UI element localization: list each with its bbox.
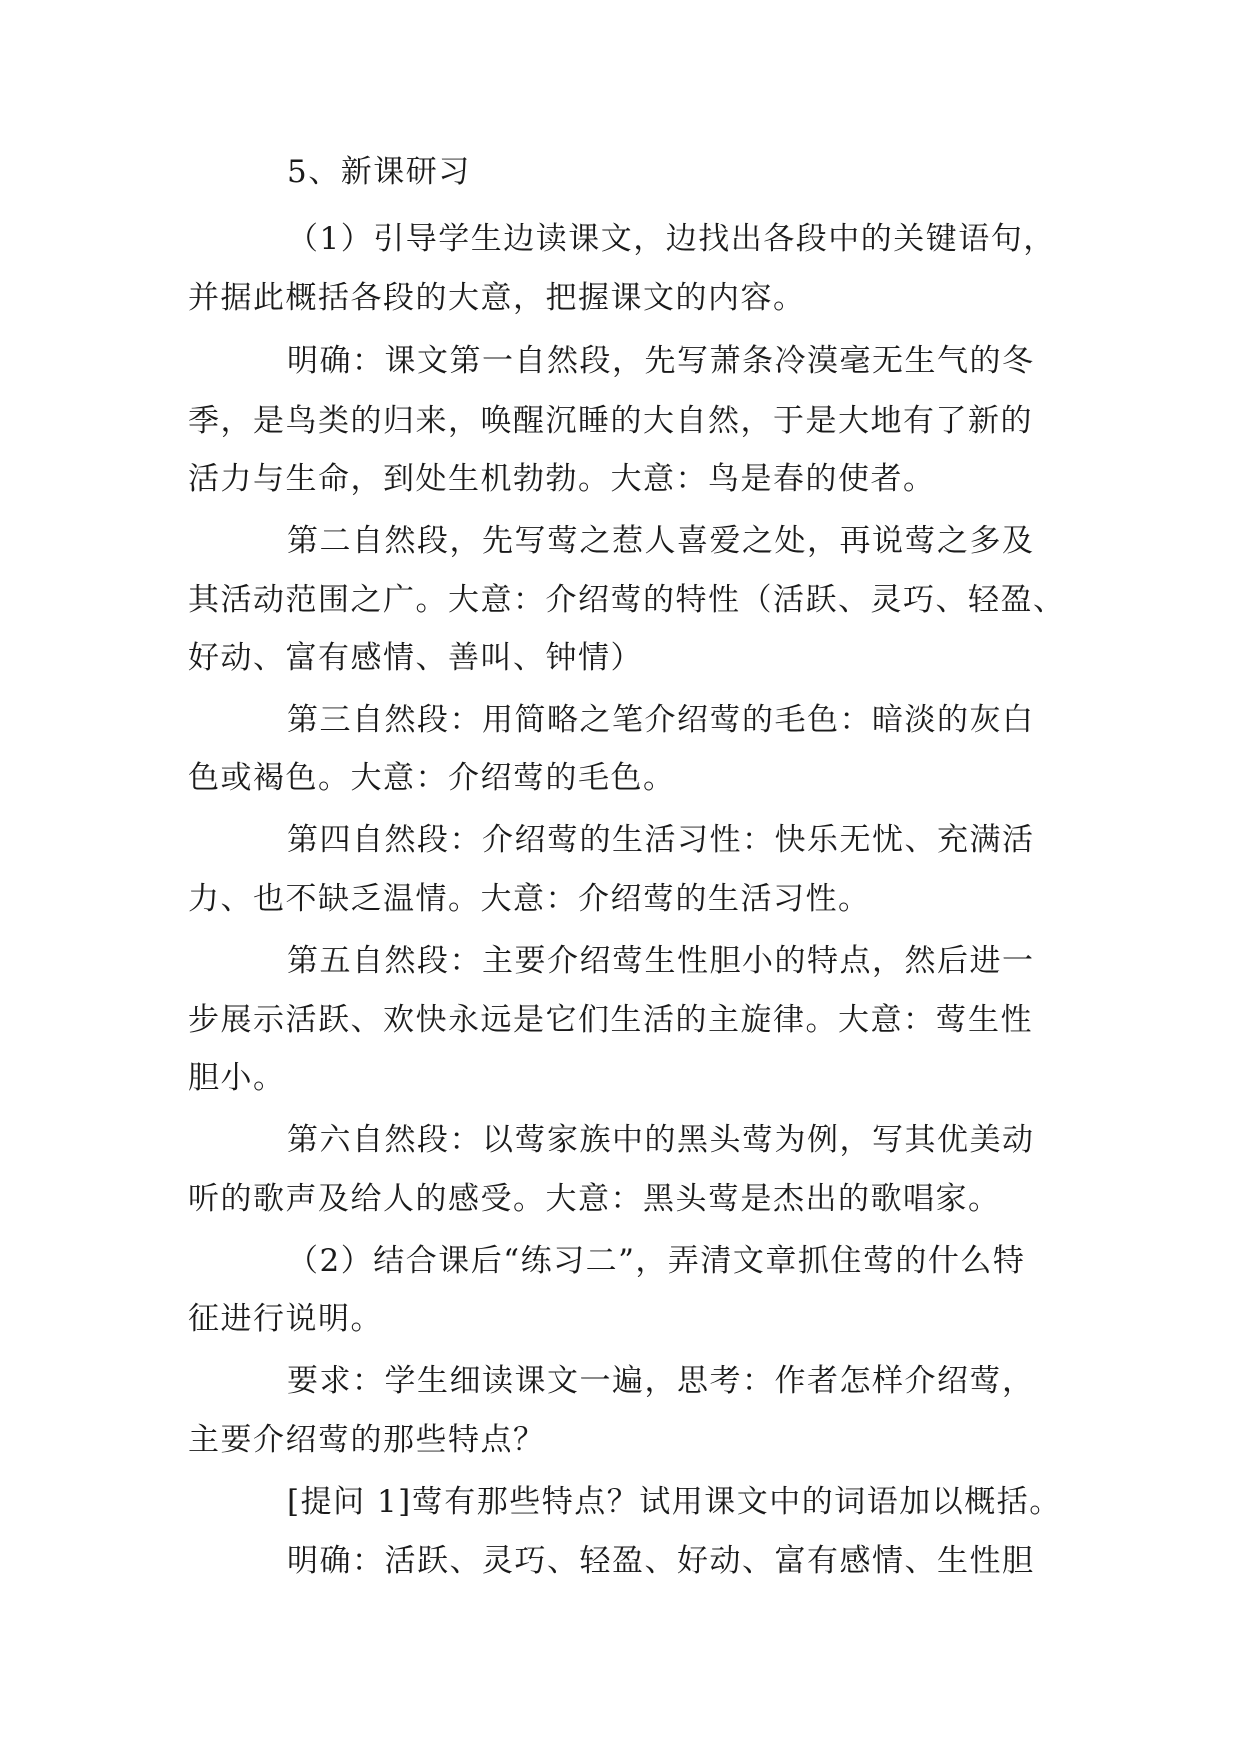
- text-line: 其活动范围之广。大意：介绍莺的特性（活跃、灵巧、轻盈、: [188, 582, 1066, 618]
- text-line: 第三自然段：用简略之笔介绍莺的毛色：暗淡的灰白: [287, 702, 1035, 738]
- text-line: 并据此概括各段的大意，把握课文的内容。: [188, 280, 806, 316]
- text-line: 活力与生命，到处生机勃勃。大意：鸟是春的使者。: [188, 461, 936, 497]
- text-line: 听的歌声及给人的感受。大意：黑头莺是杰出的歌唱家。: [188, 1181, 1001, 1217]
- text-line: 胆小。: [188, 1060, 286, 1096]
- text-line: 明确：课文第一自然段，先写萧条冷漠毫无生气的冬: [287, 343, 1035, 379]
- text-line: （2）结合课后“练习二”，弄清文章抓住莺的什么特: [287, 1243, 1026, 1279]
- text-line: 第五自然段：主要介绍莺生性胆小的特点，然后进一: [287, 943, 1035, 979]
- text-line: 力、也不缺乏温情。大意：介绍莺的生活习性。: [188, 881, 871, 917]
- text-line: 征进行说明。: [188, 1301, 383, 1337]
- text-line: 主要介绍莺的那些特点？: [188, 1422, 546, 1458]
- text-line: 明确：活跃、灵巧、轻盈、好动、富有感情、生性胆: [287, 1543, 1035, 1579]
- text-line: [提问 1]莺有那些特点？试用课文中的词语加以概括。: [287, 1484, 1062, 1520]
- text-line: 季，是鸟类的归来，唤醒沉睡的大自然，于是大地有了新的: [188, 403, 1033, 439]
- section-heading: 5、新课研习: [287, 154, 471, 190]
- text-line: 好动、富有感情、善叫、钟情）: [188, 640, 643, 676]
- text-line: 第二自然段，先写莺之惹人喜爱之处，再说莺之多及: [287, 523, 1035, 559]
- text-line: （1）引导学生边读课文，边找出各段中的关键语句，: [287, 221, 1056, 257]
- text-line: 第四自然段：介绍莺的生活习性：快乐无忧、充满活: [287, 822, 1035, 858]
- text-line: 要求：学生细读课文一遍，思考：作者怎样介绍莺，: [287, 1363, 1035, 1399]
- text-line: 步展示活跃、欢快永远是它们生活的主旋律。大意：莺生性: [188, 1002, 1033, 1038]
- text-line: 第六自然段：以莺家族中的黑头莺为例，写其优美动: [287, 1122, 1035, 1158]
- text-line: 色或褐色。大意：介绍莺的毛色。: [188, 760, 676, 796]
